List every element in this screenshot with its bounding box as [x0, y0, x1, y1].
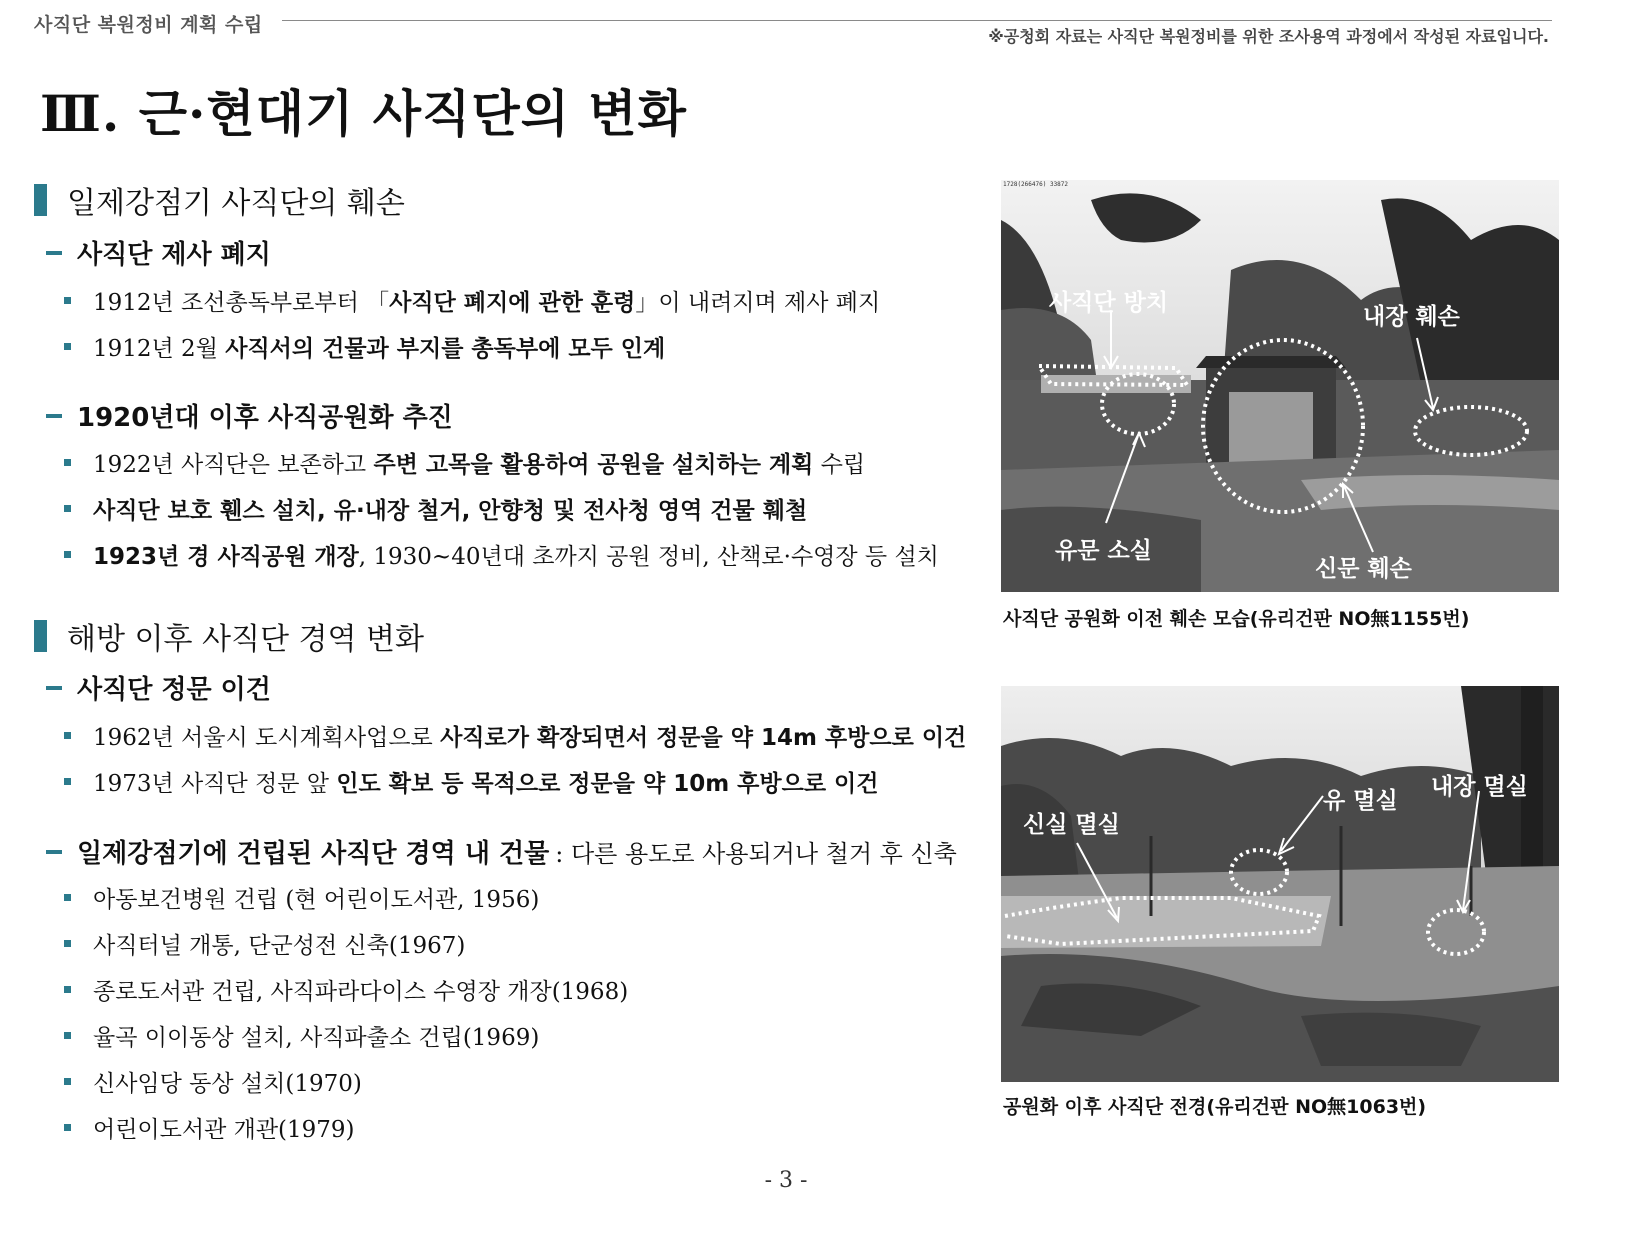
bullet-marker	[64, 986, 71, 993]
header-note: ※공청회 자료는 사직단 복원정비를 위한 조사용역 과정에서 작성된 자료입니다.	[988, 27, 1549, 46]
list-item	[64, 492, 807, 525]
photo-illustration	[1001, 686, 1559, 1082]
list-item	[64, 1111, 355, 1144]
list-item	[64, 881, 539, 914]
page-title: Ⅲ. 근·현대기 사직단의 변화	[40, 84, 687, 143]
list-item-text: 1962년 서울시 도시계획사업으로 사직로가 확장되면서 정문을 약 14m 후방으로 이건	[93, 725, 967, 751]
list-item-text: 신사임당 동상 설치(1970)	[93, 1071, 362, 1097]
list-item-text: 1922년 사직단은 보존하고 주변 고목을 활용하여 공원을 설치하는 계획 수립	[93, 452, 866, 478]
historic-photo-after-park	[1001, 686, 1559, 1082]
bullet-marker	[64, 894, 71, 901]
subsection-heading	[46, 669, 271, 706]
photo-illustration	[1001, 180, 1559, 592]
page-number: - 3 -	[764, 1168, 808, 1193]
list-item	[64, 284, 880, 317]
list-item-text: 어린이도서관 개관(1979)	[93, 1117, 355, 1143]
list-item-text: 1923년 경 사직공원 개장, 1930~40년대 초까지 공원 정비, 산책로·수영장 등 설치	[93, 544, 939, 570]
photo-caption: 사직단 공원화 이전 훼손 모습(유리건판 NO無1155번)	[1003, 608, 1470, 630]
subsection-heading-text: 사직단 제사 폐지	[77, 240, 271, 270]
list-item	[64, 927, 465, 960]
section-marker	[34, 184, 47, 216]
section-marker	[34, 620, 47, 652]
subsection-heading	[46, 833, 957, 870]
subsection-heading-text: 일제강점기에 건립된 사직단 경역 내 건물	[77, 839, 550, 869]
header-doc-title: 사직단 복원정비 계획 수립	[34, 14, 263, 36]
list-item-text: 1912년 2월 사직서의 건물과 부지를 총독부에 모두 인계	[93, 336, 666, 362]
bullet-marker	[64, 505, 71, 512]
section-heading-text: 일제강점기 사직단의 훼손	[67, 186, 405, 221]
list-item	[64, 446, 865, 479]
list-item	[64, 1065, 362, 1098]
list-item	[64, 765, 879, 798]
photo-label: 내장 멸실	[1431, 774, 1528, 800]
list-item-text: 종로도서관 건립, 사직파라다이스 수영장 개장(1968)	[93, 979, 629, 1005]
bullet-marker	[64, 343, 71, 350]
bullet-marker	[64, 778, 71, 785]
list-item	[64, 719, 966, 752]
list-item-text: 아동보건병원 건립 (현 어린이도서관, 1956)	[93, 887, 540, 913]
photo-label: 신문 훼손	[1315, 556, 1412, 582]
photo-label: 신실 멸실	[1023, 812, 1120, 838]
subsection-heading	[46, 234, 271, 271]
bullet-marker	[64, 459, 71, 466]
list-item-text: 1912년 조선총독부로부터 「사직단 폐지에 관한 훈령」이 내려지며 제사 폐지	[93, 290, 881, 316]
header-rule	[282, 20, 1552, 21]
section-heading	[34, 178, 405, 222]
bullet-marker	[64, 1032, 71, 1039]
photo-archive-code: 1728(266476) 33872	[1003, 181, 1069, 188]
section-heading-text: 해방 이후 사직단 경역 변화	[67, 622, 424, 657]
historic-photo-before-park	[1001, 180, 1559, 592]
dash-marker	[46, 850, 62, 854]
subsection-heading	[46, 397, 453, 434]
bullet-marker	[64, 1078, 71, 1085]
photo-label: 유 멸실	[1323, 788, 1398, 814]
bullet-marker	[64, 297, 71, 304]
subsection-note: : 다른 용도로 사용되거나 철거 후 신축	[555, 840, 957, 868]
photo-label: 내장 훼손	[1363, 304, 1460, 330]
list-item-text: 율곡 이이동상 설치, 사직파출소 건립(1969)	[93, 1025, 540, 1051]
photo-caption: 공원화 이후 사직단 전경(유리건판 NO無1063번)	[1003, 1096, 1427, 1118]
list-item	[64, 330, 665, 363]
photo-label: 유문 소실	[1055, 538, 1152, 564]
bullet-marker	[64, 732, 71, 739]
dash-marker	[46, 686, 62, 690]
dash-marker	[46, 251, 62, 255]
list-item	[64, 1019, 539, 1052]
photo-label: 사직단 방치	[1049, 290, 1169, 316]
list-item-text: 사직단 보호 휀스 설치, 유·내장 철거, 안향청 및 전사청 영역 건물 훼철	[93, 498, 808, 524]
dash-marker	[46, 414, 62, 418]
list-item	[64, 973, 628, 1006]
bullet-marker	[64, 551, 71, 558]
list-item	[64, 538, 939, 571]
list-item-text: 1973년 사직단 정문 앞 인도 확보 등 목적으로 정문을 약 10m 후방으로 이건	[93, 771, 879, 797]
subsection-heading-text: 1920년대 이후 사직공원화 추진	[77, 403, 453, 433]
bullet-marker	[64, 1124, 71, 1131]
section-heading	[34, 614, 424, 658]
list-item-text: 사직터널 개통, 단군성전 신축(1967)	[93, 933, 466, 959]
bullet-marker	[64, 940, 71, 947]
subsection-heading-text: 사직단 정문 이건	[77, 675, 271, 705]
